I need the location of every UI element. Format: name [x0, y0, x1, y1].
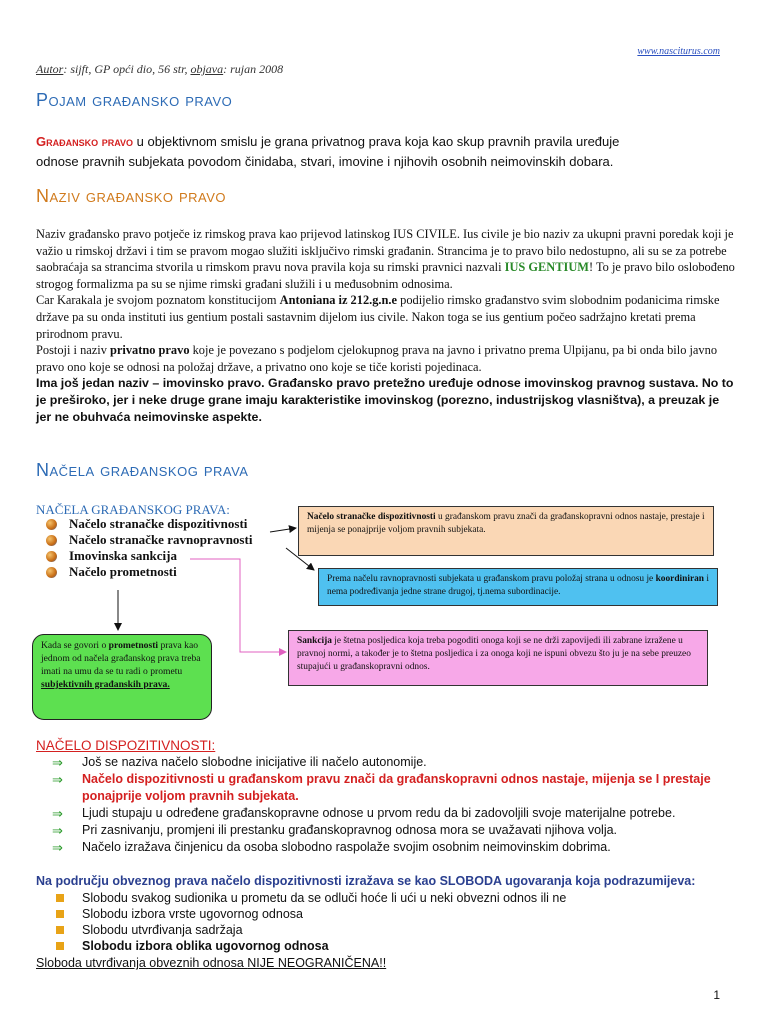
list-item-text: Načelo izražava činjenicu da osoba slobodno raspolaže svojim osobnim neimovinskim dobrima.	[82, 840, 611, 854]
objava-label: objava	[190, 62, 224, 76]
privatno-pravo: privatno pravo	[110, 343, 190, 358]
principles-title: NAČELA GRAĐANSKOG PRAVA:	[36, 502, 230, 517]
arrow-right-icon: ⇒	[52, 772, 63, 787]
box2-text-a: Prema načelu ravnopravnosti subjekata u građanskom pravu položaj strana u odnosu je	[327, 574, 656, 584]
principle-label: Načelo stranačke ravnopravnosti	[69, 532, 253, 547]
square-bullet-icon	[56, 910, 64, 918]
p1-text-a: Naziv građansko pravo potječe iz rimskog prava kao prijevod latinskog IUS CIVILE. Ius civile je bio naziv za ukupni pravni poredak koji je važio u rimskoj državi i tim se pravom mogao služiti isključivo rimski građanin. Strancima je to pravo bilo nedostupno, ali su se za potrebe saobraćaja sa strancima stvorila u rimskom pravu nova pravila koja su rimski pravnici nazvali	[36, 227, 734, 275]
list-item-text: Slobodu izbora vrste ugovornog odnosa	[82, 907, 303, 921]
list-item-text: Pri zasnivanju, promjeni ili prestanku građanskopravnog odnosa mora se uvažavati njihova volja.	[82, 823, 618, 837]
intro-text-1: u objektivnom smislu je grana privatnog prava koja kao skup pravnih pravila uređuje	[133, 134, 620, 149]
page-number: 1	[713, 988, 720, 1002]
closing-underlined: NIJE NEOGRANIČENA	[247, 956, 380, 970]
square-bullet-icon	[56, 942, 64, 950]
list-item	[52, 754, 732, 771]
list-item-text: Slobodu svakog sudionika u prometu da se odluči hoće li ući u neki obvezni odnos ili ne	[82, 891, 567, 905]
box-dispozitivnost	[298, 506, 714, 556]
p3-text-a: Postoji i naziv	[36, 343, 110, 358]
box1-text: u građanskom pravu znači da građanskopravni odnos nastaje, prestaje i mijenja se ponajprije voljom pravnih subjekata.	[307, 512, 705, 535]
arrow-right-icon: ⇒	[52, 823, 63, 838]
heading-nacela: Načela građanskog prava	[36, 460, 249, 480]
closing-text-a: Sloboda utvrđivanja obveznih odnosa	[36, 956, 248, 970]
principle-label: Načelo stranačke dispozitivnosti	[69, 516, 248, 531]
arrow-right-icon: ⇒	[52, 806, 63, 821]
box4-text-c: prava kao jednom od načela građanskog prava treba imati na umu da se tu radi o prometu	[41, 640, 201, 677]
list-item-text: Ljudi stupaju u određene građanskopravne odnose u prvom redu da bi zadovoljili svoje materijalne potrebe.	[82, 806, 676, 820]
heading-pojam: Pojam građansko pravo	[36, 90, 233, 110]
box4-bold-underline: subjektivnih građanskih prava.	[41, 679, 170, 690]
list-item	[56, 922, 566, 938]
arrow-right-icon: ⇒	[52, 840, 63, 855]
box3-text: je štetna posljedica koja treba pogoditi onoga koji se ne drži zapovijedi ili zabrane izražene u pravnoj normi, a također je to štetna posljedica i za onoga koji ne ispuni obvezu što ju je na sebe preuzeo stupajući u građanskopravni odnos.	[297, 636, 691, 672]
arrow-to-dispozitivnost-box	[270, 528, 296, 532]
p4-text-a: Ima još jedan naziv – imovinsko pravo. Građansko pravo pretežno uređuje odnose imovinskog pravnog sustava.	[36, 376, 699, 391]
p1-text-b: ! To je pravo bilo oslobođeno strogog formalizma pa su se njime rimski građani služili i u međusobnim odnosima.	[36, 260, 735, 291]
dispozitivnost-list	[52, 754, 732, 856]
list-item	[56, 938, 566, 954]
obvezno-title: Na području obveznog prava načelo dispozitivnosti izražava se kao SLOBODA ugovaranja koja podrazumijeva:	[36, 874, 696, 888]
intro-text-2: odnose pravnih subjekata povodom činidaba, stvari, imovine i njihovih osobnih neimovinskih dobara.	[36, 154, 614, 169]
box-prometnost	[32, 634, 212, 720]
list-item-text: Načelo dispozitivnosti u građanskom pravu znači da građanskopravni odnos nastaje, mijenja se I prestaje ponajprije voljom pravnih subjekata.	[82, 772, 711, 803]
sloboda-list	[56, 890, 566, 954]
autor-label: Autor	[36, 62, 64, 76]
list-item-text: Slobodu utvrđivanja sadržaja	[82, 923, 243, 937]
closing-text-c: !!	[379, 956, 387, 970]
dispo-title-text: NAČELO DISPOZITIVNOSTI:	[36, 738, 216, 753]
heading-naziv: Naziv građansko pravo	[36, 186, 227, 206]
list-item	[52, 805, 732, 822]
intro-keyword: Građansko pravo	[36, 134, 134, 149]
box-ravnopravnost	[318, 568, 718, 606]
closing-line	[36, 956, 386, 970]
list-item	[52, 771, 732, 805]
p3-text-c: koje je povezano s podjelom cjelokupnog prava na javno i privatno prema Ulpijanu, pa bi onda bilo javno pravo ono koje se odnosi na položaj države, a privatno ono koje se tiče koristi pojedinaca.	[36, 343, 718, 374]
principle-label: Načelo prometnosti	[69, 564, 177, 579]
square-bullet-icon	[56, 926, 64, 934]
principle-label: Imovinska sankcija	[69, 548, 177, 563]
p2-text-c: podijelio rimsko građanstvo svim slobodnim podanicima rimske države pa su onda instituti ius gentium postali sastavnim dijelom ius civile. Nakon toga se ius gentium počeo sadržajno kretati prema prirodnom pravu.	[36, 293, 720, 341]
dispozitivnost-title	[36, 738, 215, 753]
ius-gentium: IUS GENTIUM	[504, 260, 589, 275]
square-bullet-icon	[56, 894, 64, 902]
objava-value: : rujan 2008	[223, 62, 284, 76]
box3-bold: Sankcija	[297, 636, 332, 646]
box4-text-a: Kada se govori o	[41, 640, 109, 651]
box2-bold: koordiniran	[655, 574, 705, 584]
p4-text-b: No to je preširoko, jer i neke druge grane imaju karakteristike imovinskog (porezno, industrijskog vlasništva), a preuzak je jer ne obuhvaća neimovinske aspekte.	[36, 376, 734, 424]
list-item-text: Još se naziva načelo slobodne inicijative ili načelo autonomije.	[82, 755, 427, 769]
list-item	[56, 906, 566, 922]
box4-bold: prometnosti	[108, 640, 159, 651]
box-sankcija	[288, 630, 708, 686]
site-link[interactable]: www.nasciturus.com	[637, 46, 720, 57]
list-item-text: Slobodu izbora oblika ugovornog odnosa	[82, 939, 329, 953]
p2-text-a: Car Karakala je svojom poznatom konstitucijom	[36, 293, 280, 308]
box1-bold: Načelo stranačke dispozitivnosti	[307, 512, 436, 522]
list-item	[52, 822, 732, 839]
autor-value: : sijft, GP opći dio, 56 str,	[63, 62, 188, 76]
list-item	[52, 839, 732, 856]
antoniana: Antoniana iz 212.g.n.e	[279, 293, 398, 308]
arrow-right-icon: ⇒	[52, 755, 63, 770]
box2-text-c: i nema podređivanja jedne strane drugoj, tj.nema subordinacije.	[327, 574, 709, 597]
list-item	[56, 890, 566, 906]
